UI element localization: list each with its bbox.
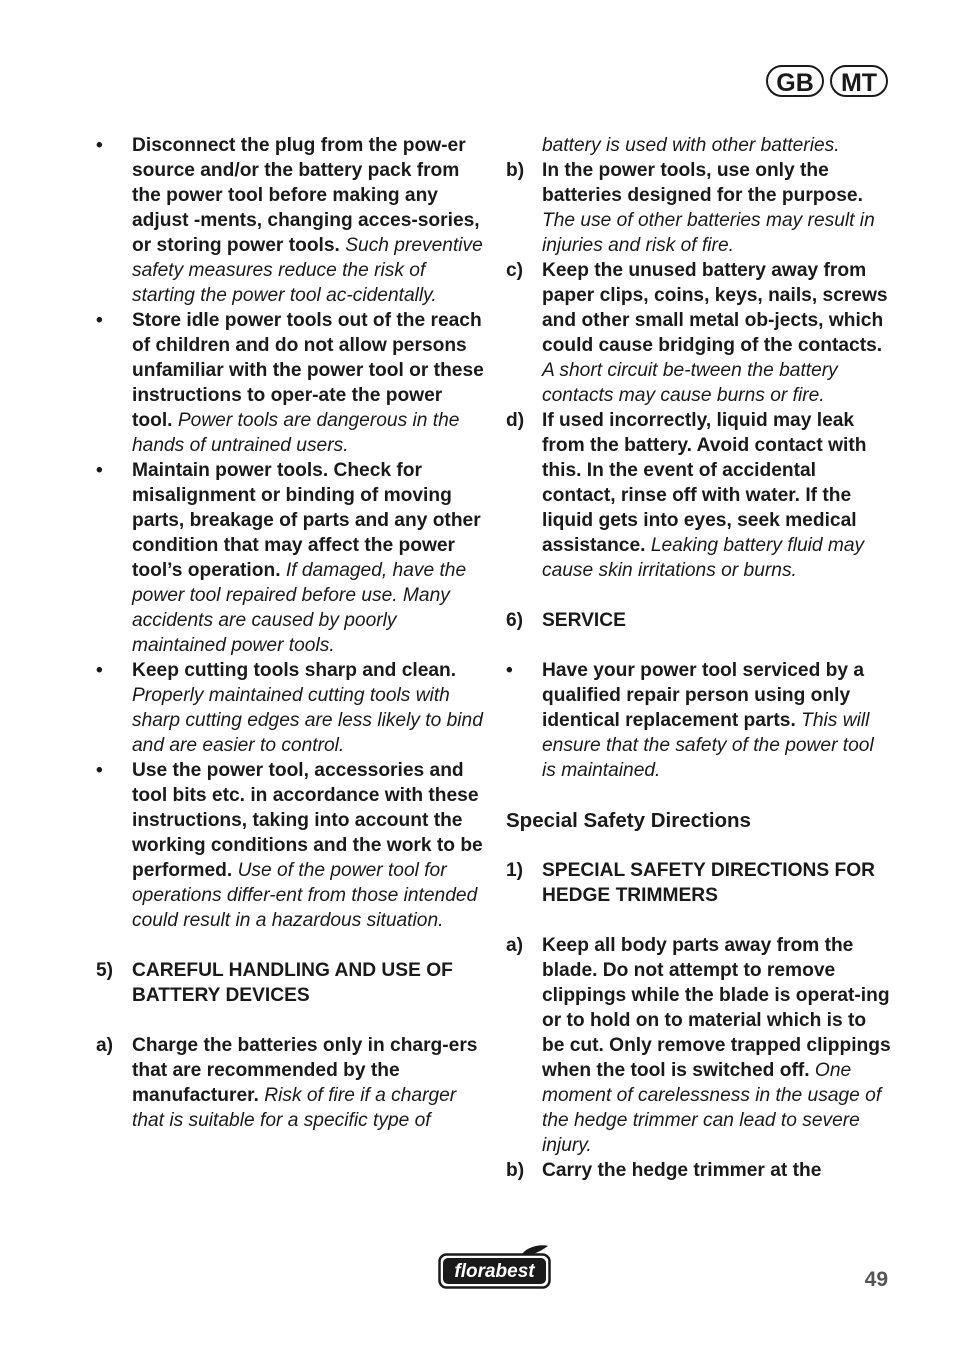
list-item	[506, 1158, 891, 1183]
instruction-text: If used incorrectly, liquid may leak from the battery. Avoid contact with this. In the event of accidental contact, rinse off with water. If the liquid gets into eyes, seek medical assistance.	[542, 410, 867, 556]
florabest-logo-icon	[438, 1244, 552, 1290]
list-item	[96, 133, 484, 308]
list-item	[506, 258, 891, 408]
instruction-text: Carry the hedge trimmer at the	[542, 1160, 822, 1181]
page-number: 49	[864, 1268, 888, 1291]
instruction-text: In the power tools, use only the batteries designed for the purpose.	[542, 160, 863, 206]
instruction-text: Use the power tool, accessories and tool bits etc. in accordance with these instructions, taking into account the working conditions and the work to be performed.	[132, 760, 483, 881]
list-item	[96, 658, 484, 758]
bullet: •	[96, 135, 103, 156]
item-letter: d)	[506, 410, 525, 431]
bullet: •	[506, 660, 513, 681]
svg-text:florabest: florabest	[454, 1261, 535, 1282]
bullet: •	[96, 310, 103, 331]
list-item	[96, 758, 484, 933]
bullet: •	[96, 660, 103, 681]
lang-badge-gb: GB	[766, 65, 824, 97]
instruction-text: Maintain power tools. Check for misalignment or binding of moving parts, breakage of parts and any other condition that may affect the power tool’s operation.	[132, 460, 481, 581]
instruction-text: Disconnect the plug from the pow-er source and/or the battery pack from the power tool before making any adjust -ments, changing acces-sories, or storing power tools.	[132, 135, 480, 256]
list-item	[506, 408, 891, 583]
explanation-text: Risk of fire if a charger that is suitable for a specific type of	[132, 1085, 457, 1131]
right-column	[506, 133, 891, 1183]
bullet: •	[96, 460, 103, 481]
list-item	[96, 1033, 484, 1133]
explanation-text: Such preventive safety measures reduce the risk of starting the power tool ac-cidentally.	[132, 235, 483, 306]
instruction-text: Charge the batteries only in charg-ers that are recommended by the manufacturer.	[132, 1035, 478, 1106]
instruction-text: Store idle power tools out of the reach of children and do not allow persons unfamiliar with the power tool or these instructions to oper-ate the power tool.	[132, 310, 484, 431]
explanation-text: Leaking battery fluid may cause skin irritations or burns.	[542, 535, 865, 581]
section-title: SPECIAL SAFETY DIRECTIONS FOR HEDGE TRIMMERS	[542, 860, 875, 906]
section-number: 5)	[96, 960, 114, 981]
explanation-text: One moment of carelessness in the usage of the hedge trimmer can lead to severe injury.	[542, 1060, 882, 1156]
instruction-text: Keep cutting tools sharp and clean.	[132, 660, 457, 681]
florabest-logo	[438, 1244, 552, 1295]
left-column	[96, 133, 484, 1133]
explanation-text: Power tools are dangerous in the hands of untrained users.	[132, 410, 460, 456]
list-item	[506, 658, 891, 783]
section-heading-5	[96, 958, 484, 1008]
explanation-text: The use of other batteries may result in injuries and risk of fire.	[542, 210, 875, 256]
section-number: 6)	[506, 610, 524, 631]
item-letter: b)	[506, 160, 525, 181]
special-safety-heading: Special Safety Directions	[506, 809, 751, 832]
explanation-text: A short circuit be-tween the battery contacts may cause burns or fire.	[542, 360, 838, 406]
item-letter: c)	[506, 260, 524, 281]
lang-badge-mt: MT	[830, 65, 888, 97]
explanation-text: Use of the power tool for operations differ-ent from those intended could result in a hazardous situation.	[132, 860, 478, 931]
section-heading-1	[506, 858, 891, 908]
section-heading-6	[506, 608, 891, 633]
section-title: SERVICE	[542, 610, 626, 631]
item-letter: b)	[506, 1160, 525, 1181]
list-item	[506, 158, 891, 258]
explanation-text: Properly maintained cutting tools with sharp cutting edges are less likely to bind and are easier to control.	[132, 685, 483, 756]
instruction-text: Keep the unused battery away from paper clips, coins, keys, nails, screws and other small metal ob-jects, which could cause bridging of the contacts.	[542, 260, 888, 356]
explanation-text: If damaged, have the power tool repaired before use. Many accidents are caused by poorly maintained power tools.	[132, 560, 467, 656]
list-item	[506, 933, 891, 1158]
continuation-text	[506, 133, 891, 158]
section-title: CAREFUL HANDLING AND USE OF BATTERY DEVICES	[132, 960, 453, 1006]
bullet: •	[96, 760, 103, 781]
explanation-text: This will ensure that the safety of the power tool is maintained.	[542, 710, 874, 781]
instruction-text: Keep all body parts away from the blade. Do not attempt to remove clippings while the blade is operat-ing or to hold on to material which is to be cut. Only remove trapped clippings when the tool is switched off.	[542, 935, 891, 1081]
instruction-text: Have your power tool serviced by a qualified repair person using only identical replacement parts.	[542, 660, 865, 731]
list-item	[96, 308, 484, 458]
item-letter: a)	[96, 1035, 114, 1056]
explanation-text: battery is used with other batteries.	[542, 135, 840, 156]
section-number: 1)	[506, 860, 524, 881]
list-item	[96, 458, 484, 658]
item-letter: a)	[506, 935, 524, 956]
